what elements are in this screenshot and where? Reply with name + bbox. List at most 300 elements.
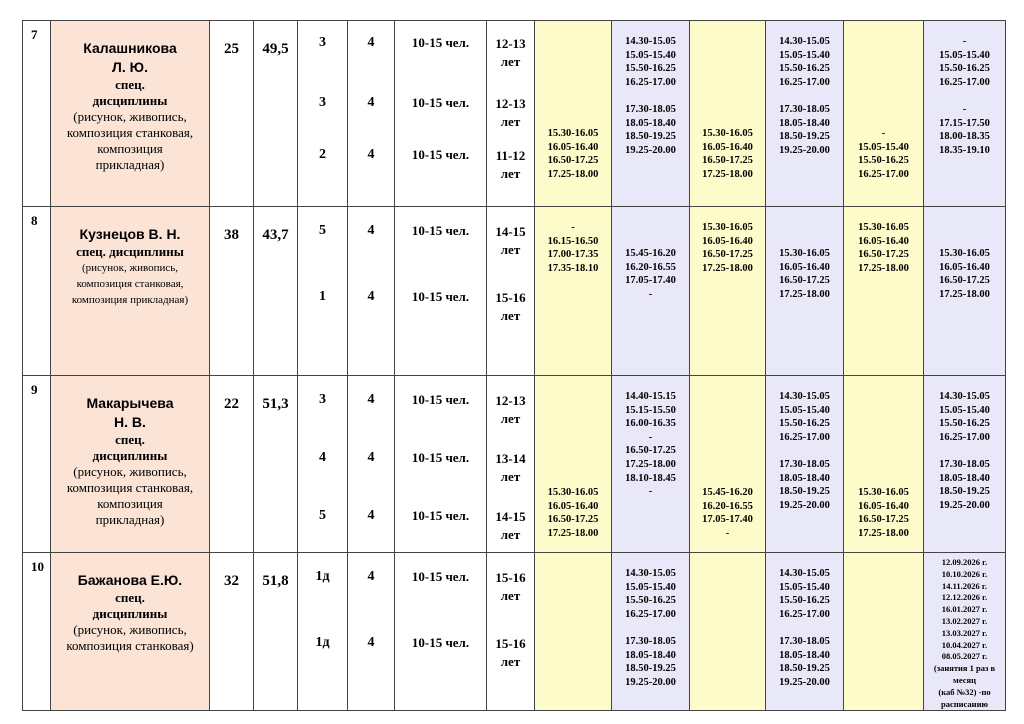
group-size: 10-15 чел. bbox=[411, 95, 470, 110]
teacher-cell bbox=[51, 21, 210, 207]
schedule-time bbox=[924, 444, 1005, 458]
schedule-time: 15.05-15.40 bbox=[625, 581, 676, 593]
group-year-cell bbox=[298, 553, 348, 711]
schedule-times bbox=[924, 21, 1005, 157]
schedule-time: 16.20-16.55 bbox=[625, 261, 676, 273]
schedule-times bbox=[924, 376, 1005, 512]
group-age-cell bbox=[487, 207, 535, 376]
schedule-time: - bbox=[648, 431, 653, 443]
schedule-times bbox=[690, 21, 765, 181]
group-age-column bbox=[487, 553, 534, 701]
hours-cell bbox=[210, 207, 254, 376]
day-6-cell bbox=[924, 553, 1006, 711]
schedule-time: 15.30-16.05 bbox=[702, 222, 753, 233]
group-count-column bbox=[348, 207, 394, 374]
group-size: 10-15 чел. bbox=[411, 35, 470, 50]
schedule-times bbox=[612, 207, 689, 301]
teacher-name-line: Макарычева bbox=[86, 395, 174, 411]
schedule-time: 17.30-18.05 bbox=[779, 103, 830, 115]
group-size: 10-15 чел. bbox=[411, 569, 470, 584]
group-size: 10-15 чел. bbox=[411, 392, 470, 407]
table-row bbox=[23, 207, 1006, 376]
group-count: 4 bbox=[367, 635, 375, 650]
row-number: 8 bbox=[31, 213, 38, 228]
schedule-time: 16.25-17.00 bbox=[858, 168, 909, 180]
schedule-time: 15.30-16.05 bbox=[939, 248, 990, 259]
teacher-name-line: Калашникова bbox=[83, 40, 177, 56]
group-age-line: лет bbox=[500, 654, 521, 669]
stage-cell bbox=[254, 553, 298, 711]
teacher-discipline-line: дисциплины bbox=[92, 93, 168, 108]
hours-value: 32 bbox=[224, 573, 239, 589]
group-year: 1д bbox=[315, 635, 330, 650]
schedule-times bbox=[535, 21, 611, 181]
schedule-time: 16.50-17.25 bbox=[625, 445, 676, 457]
day-5-cell bbox=[844, 21, 924, 207]
table-row bbox=[23, 21, 1006, 207]
group-size: 10-15 чел. bbox=[411, 223, 470, 238]
schedule-time: - bbox=[648, 288, 653, 300]
group-size-column bbox=[395, 207, 486, 374]
schedule-time: 16.01.2027 г. bbox=[941, 604, 988, 615]
group-year-column bbox=[298, 207, 347, 374]
teacher-discipline-line: спец. дисциплины bbox=[76, 244, 184, 259]
schedule-time: 17.05-17.40 bbox=[702, 514, 753, 526]
group-size-cell bbox=[395, 207, 487, 376]
schedule-time: - bbox=[962, 36, 967, 47]
group-age-column bbox=[487, 376, 534, 551]
schedule-time: 16.50-17.25 bbox=[779, 275, 830, 287]
schedule-time: 17.25-18.00 bbox=[858, 262, 909, 274]
group-year: 3 bbox=[319, 35, 326, 50]
schedule-table bbox=[22, 20, 1006, 711]
teacher-name-line: Н. В. bbox=[114, 414, 146, 430]
schedule-times bbox=[766, 21, 843, 157]
schedule-time: 12.12.2026 г. bbox=[941, 592, 988, 603]
schedule-time: 14.30-15.05 bbox=[779, 568, 830, 579]
group-year: 4 bbox=[319, 450, 326, 465]
day-2-cell bbox=[612, 207, 690, 376]
stage-cell bbox=[254, 376, 298, 553]
day-2-cell bbox=[612, 553, 690, 711]
row-number-cell bbox=[23, 376, 51, 553]
stage-value: 43,7 bbox=[262, 227, 289, 243]
day-3-cell bbox=[690, 376, 766, 553]
teacher-discipline-line: композиция станковая, bbox=[76, 278, 184, 290]
schedule-time: 15.50-16.25 bbox=[779, 418, 830, 430]
schedule-time: 17.25-18.00 bbox=[779, 288, 830, 300]
teacher-name bbox=[51, 376, 209, 432]
teacher-discipline-line: (рисунок, живопись, bbox=[73, 464, 187, 479]
group-age-line: 14-15 bbox=[495, 224, 526, 239]
day-3-cell bbox=[690, 21, 766, 207]
day-5-cell bbox=[844, 553, 924, 711]
schedule-times bbox=[535, 376, 611, 540]
teacher-discipline-line: (рисунок, живопись, bbox=[73, 622, 187, 637]
schedule-time: 18.35-19.10 bbox=[939, 144, 990, 156]
schedule-times bbox=[844, 21, 923, 181]
group-count-column bbox=[348, 376, 394, 551]
schedule-time: 16.25-17.00 bbox=[779, 76, 830, 88]
schedule-time: 15.50-16.25 bbox=[625, 595, 676, 607]
group-age-line: лет bbox=[500, 411, 521, 426]
schedule-time: 16.25-17.00 bbox=[939, 76, 990, 88]
schedule-time: 17.30-18.05 bbox=[779, 635, 830, 647]
teacher-cell bbox=[51, 376, 210, 553]
group-age-column bbox=[487, 207, 534, 374]
group-size-column bbox=[395, 376, 486, 551]
schedule-time: 15.50-16.25 bbox=[625, 63, 676, 75]
schedule-time bbox=[924, 89, 1005, 103]
table-row bbox=[23, 553, 1006, 711]
schedule-time: 10.04.2027 г. bbox=[941, 639, 988, 650]
schedule-time bbox=[766, 444, 843, 458]
day-1-cell bbox=[535, 21, 612, 207]
stage-value: 51,3 bbox=[262, 396, 289, 412]
schedule-time: 18.00-18.35 bbox=[939, 131, 990, 143]
group-age-line: лет bbox=[500, 469, 521, 484]
schedule-time: 18.50-19.25 bbox=[939, 486, 990, 498]
teacher-discipline-line: дисциплины bbox=[92, 606, 168, 621]
schedule-time: 19.25-20.00 bbox=[779, 676, 830, 688]
teacher-discipline-line: спец. bbox=[115, 432, 145, 447]
group-age-line: 15-16 bbox=[495, 290, 526, 305]
group-size-cell bbox=[395, 21, 487, 207]
day-5-cell bbox=[844, 207, 924, 376]
schedule-time: 16.50-17.25 bbox=[939, 275, 990, 287]
group-count-column bbox=[348, 553, 394, 701]
schedule-time: 16.00-16.35 bbox=[625, 418, 676, 430]
schedule-time: 15.05-15.40 bbox=[625, 49, 676, 61]
schedule-time: 18.05-18.40 bbox=[625, 649, 676, 661]
group-count: 4 bbox=[367, 392, 375, 407]
schedule-time: 08.05.2027 г. bbox=[941, 651, 988, 662]
schedule-times bbox=[690, 207, 765, 275]
schedule-time: 18.10-18.45 bbox=[625, 472, 676, 484]
schedule-time: 16.20-16.55 bbox=[702, 500, 753, 512]
group-year: 5 bbox=[319, 508, 326, 523]
hours-value: 25 bbox=[224, 41, 239, 57]
group-size-column bbox=[395, 21, 486, 205]
schedule-time: 15.30-16.05 bbox=[779, 248, 830, 259]
day-3-cell bbox=[690, 553, 766, 711]
schedule-time: 16.05-16.40 bbox=[858, 235, 909, 247]
day-4-cell bbox=[766, 207, 844, 376]
schedule-time: 15.05-15.40 bbox=[779, 581, 830, 593]
group-year: 3 bbox=[319, 392, 326, 407]
schedule-time bbox=[766, 89, 843, 103]
schedule-times bbox=[612, 376, 689, 499]
teacher-discipline-line: композиция bbox=[97, 496, 163, 511]
schedule-time: 14.30-15.05 bbox=[625, 568, 676, 579]
group-year: 1д bbox=[315, 569, 330, 584]
schedule-time: 19.25-20.00 bbox=[939, 499, 990, 511]
group-size: 10-15 чел. bbox=[411, 635, 470, 650]
schedule-time: 15.50-16.25 bbox=[858, 155, 909, 167]
stage-cell bbox=[254, 21, 298, 207]
group-count-column bbox=[348, 21, 394, 205]
group-age-line: лет bbox=[500, 166, 521, 181]
day-1-cell bbox=[535, 553, 612, 711]
row-number-cell bbox=[23, 553, 51, 711]
row-number: 10 bbox=[31, 559, 44, 574]
schedule-time: 15.05-15.40 bbox=[779, 404, 830, 416]
schedule-time: 18.05-18.40 bbox=[779, 117, 830, 129]
schedule-time: 17.35-18.10 bbox=[547, 262, 599, 274]
group-year-cell bbox=[298, 376, 348, 553]
schedule-time: 15.45-16.20 bbox=[702, 487, 753, 498]
group-count: 4 bbox=[367, 508, 375, 523]
day-4-cell bbox=[766, 553, 844, 711]
schedule-time: 17.25-18.00 bbox=[939, 288, 990, 300]
schedule-time: 18.05-18.40 bbox=[625, 117, 676, 129]
schedule-time: 18.05-18.40 bbox=[939, 472, 990, 484]
hours-value: 38 bbox=[224, 227, 239, 243]
schedule-time: 17.25-18.00 bbox=[702, 262, 753, 274]
schedule-time: 19.25-20.00 bbox=[625, 676, 676, 688]
group-size-cell bbox=[395, 376, 487, 553]
schedule-time: 15.50-16.25 bbox=[939, 418, 990, 430]
schedule-time: 12.09.2026 г. bbox=[941, 557, 988, 567]
group-count: 4 bbox=[367, 95, 375, 110]
group-year-column bbox=[298, 21, 347, 205]
schedule-time: 15.30-16.05 bbox=[702, 128, 753, 139]
schedule-times bbox=[924, 553, 1005, 710]
teacher-discipline-line: композиция станковая, bbox=[66, 125, 194, 140]
teacher-discipline-line: (рисунок, живопись, bbox=[73, 109, 187, 124]
day-1-cell bbox=[535, 376, 612, 553]
teacher-discipline-line: композиция станковая, bbox=[66, 480, 194, 495]
day-5-cell bbox=[844, 376, 924, 553]
group-size-cell bbox=[395, 553, 487, 711]
schedule-time: 14.30-15.05 bbox=[779, 391, 830, 402]
schedule-times bbox=[766, 553, 843, 689]
schedule-time: 13.02.2027 г. bbox=[941, 615, 988, 626]
schedule-time: 18.50-19.25 bbox=[779, 663, 830, 675]
teacher-discipline-line: композиция станковая) bbox=[66, 638, 194, 653]
schedule-time: 17.25-18.00 bbox=[702, 168, 753, 180]
stage-value: 49,5 bbox=[262, 41, 289, 57]
stage-value: 51,8 bbox=[262, 573, 289, 589]
table-row bbox=[23, 376, 1006, 553]
group-age-line: лет bbox=[500, 54, 521, 69]
group-age-line: 13-14 bbox=[495, 451, 526, 466]
teacher-discipline-line: композиция прикладная) bbox=[71, 294, 189, 306]
group-count-cell bbox=[348, 553, 395, 711]
group-year-cell bbox=[298, 207, 348, 376]
schedule-times bbox=[612, 553, 689, 689]
schedule-time: 19.25-20.00 bbox=[779, 144, 830, 156]
schedule-time: 15.05-15.40 bbox=[779, 49, 830, 61]
row-number: 7 bbox=[31, 27, 38, 42]
schedule-time: 17.30-18.05 bbox=[779, 458, 830, 470]
schedule-time: 17.30-18.05 bbox=[939, 458, 990, 470]
schedule-time: 13.03.2027 г. bbox=[941, 627, 988, 638]
group-age-line: лет bbox=[500, 588, 521, 603]
schedule-time: 15.50-16.25 bbox=[779, 63, 830, 75]
group-size-column bbox=[395, 553, 486, 701]
schedule-time: 17.25-18.00 bbox=[547, 527, 599, 539]
day-6-cell bbox=[924, 376, 1006, 553]
schedule-time: - bbox=[648, 486, 653, 498]
group-year-cell bbox=[298, 21, 348, 207]
schedule-times bbox=[535, 207, 611, 275]
schedule-time: месяц bbox=[953, 674, 976, 685]
schedule-time: 17.00-17.35 bbox=[547, 249, 599, 261]
day-6-cell bbox=[924, 21, 1006, 207]
schedule-time: 16.25-17.00 bbox=[939, 431, 990, 443]
group-count: 4 bbox=[367, 450, 375, 465]
schedule-time: 15.05-15.40 bbox=[939, 404, 990, 416]
schedule-time: 18.50-19.25 bbox=[625, 663, 676, 675]
group-age-line: 15-16 bbox=[495, 570, 526, 585]
teacher-cell bbox=[51, 207, 210, 376]
schedule-time: 15.50-16.25 bbox=[939, 63, 990, 75]
schedule-time: 14.30-15.05 bbox=[779, 36, 830, 47]
schedule-time: - bbox=[571, 222, 575, 233]
schedule-time: 15.05-15.40 bbox=[939, 49, 990, 61]
schedule-time: 16.50-17.25 bbox=[547, 155, 599, 167]
stage-cell bbox=[254, 207, 298, 376]
hours-cell bbox=[210, 21, 254, 207]
teacher-discipline-line: дисциплины bbox=[92, 448, 168, 463]
day-3-cell bbox=[690, 207, 766, 376]
group-year: 5 bbox=[319, 223, 326, 238]
schedule-time: 16.25-17.00 bbox=[779, 608, 830, 620]
day-1-cell bbox=[535, 207, 612, 376]
group-year: 2 bbox=[319, 147, 326, 162]
schedule-time: (каб №32) -по bbox=[938, 686, 991, 697]
schedule-time bbox=[612, 89, 689, 103]
schedule-time: 17.25-18.00 bbox=[625, 458, 676, 470]
row-number-cell bbox=[23, 21, 51, 207]
group-age-line: 15-16 bbox=[495, 636, 526, 651]
group-year-column bbox=[298, 553, 347, 701]
schedule-time: 19.25-20.00 bbox=[625, 144, 676, 156]
schedule-time: 18.05-18.40 bbox=[779, 649, 830, 661]
day-2-cell bbox=[612, 21, 690, 207]
group-age-line: лет bbox=[500, 242, 521, 257]
schedule-time: (занятия 1 раз в bbox=[933, 663, 996, 674]
teacher-discipline-line: (рисунок, живопись, bbox=[81, 262, 179, 274]
schedule-time: 15.05-15.40 bbox=[858, 141, 909, 153]
row-number: 9 bbox=[31, 382, 38, 397]
schedule-time: 17.25-18.00 bbox=[858, 527, 909, 539]
teacher-name bbox=[51, 207, 209, 244]
schedule-time: 18.50-19.25 bbox=[625, 131, 676, 143]
group-age-line: 12-13 bbox=[495, 393, 526, 408]
teacher-name-line: Бажанова Е.Ю. bbox=[77, 572, 183, 588]
schedule-time: - bbox=[725, 527, 730, 539]
schedule-time: 14.11.2026 г. bbox=[942, 580, 987, 591]
schedule-time: 16.05-16.40 bbox=[547, 141, 599, 153]
schedule-times bbox=[612, 21, 689, 157]
schedule-time bbox=[612, 621, 689, 635]
schedule-time: 15.45-16.20 bbox=[625, 248, 676, 259]
schedule-time: 10.10.2026 г. bbox=[941, 568, 988, 579]
schedule-time: - bbox=[962, 103, 967, 115]
hours-cell bbox=[210, 553, 254, 711]
schedule-time: 17.25-18.00 bbox=[547, 168, 599, 180]
teacher-name-line: Кузнецов В. Н. bbox=[79, 226, 181, 242]
day-6-cell bbox=[924, 207, 1006, 376]
group-age-line: 14-15 bbox=[495, 509, 526, 524]
group-age-line: 12-13 bbox=[495, 36, 526, 51]
day-2-cell bbox=[612, 376, 690, 553]
group-count-cell bbox=[348, 21, 395, 207]
schedule-time: - bbox=[881, 128, 886, 139]
schedule-time: 15.30-16.05 bbox=[547, 128, 599, 139]
schedule-time: 15.15-15.50 bbox=[625, 404, 676, 416]
teacher-discipline-line: спец. bbox=[115, 77, 145, 92]
schedule-time: 16.50-17.25 bbox=[702, 155, 753, 167]
group-size: 10-15 чел. bbox=[411, 289, 470, 304]
schedule-time bbox=[766, 621, 843, 635]
schedule-times bbox=[766, 376, 843, 512]
schedule-time: 15.30-16.05 bbox=[547, 487, 599, 498]
group-year: 1 bbox=[319, 289, 326, 304]
schedule-time: 18.50-19.25 bbox=[779, 486, 830, 498]
schedule-time: 16.05-16.40 bbox=[547, 500, 599, 512]
group-age-cell bbox=[487, 21, 535, 207]
schedule-times bbox=[924, 207, 1005, 301]
teacher-discipline-line: композиция bbox=[97, 141, 163, 156]
schedule-times bbox=[690, 376, 765, 540]
teacher-discipline-line: прикладная) bbox=[95, 512, 165, 527]
day-4-cell bbox=[766, 376, 844, 553]
schedule-time: 16.15-16.50 bbox=[547, 235, 599, 247]
schedule-time: 16.05-16.40 bbox=[858, 500, 909, 512]
hours-cell bbox=[210, 376, 254, 553]
teacher-cell bbox=[51, 553, 210, 711]
group-age-line: 12-13 bbox=[495, 96, 526, 111]
group-age-line: лет bbox=[500, 527, 521, 542]
group-count: 4 bbox=[367, 289, 375, 304]
schedule-time: 16.05-16.40 bbox=[702, 235, 753, 247]
schedule-time: 17.30-18.05 bbox=[625, 103, 676, 115]
group-age-line: 11-12 bbox=[495, 148, 526, 163]
group-size: 10-15 чел. bbox=[411, 147, 470, 162]
group-count: 4 bbox=[367, 35, 375, 50]
group-age-cell bbox=[487, 376, 535, 553]
schedule-time: 16.05-16.40 bbox=[702, 141, 753, 153]
group-size: 10-15 чел. bbox=[411, 450, 470, 465]
schedule-time: 17.15-17.50 bbox=[939, 117, 990, 129]
schedule-time: 16.50-17.25 bbox=[702, 249, 753, 261]
schedule-time: 15.50-16.25 bbox=[779, 595, 830, 607]
schedule-time: 16.25-17.00 bbox=[625, 608, 676, 620]
day-4-cell bbox=[766, 21, 844, 207]
group-count: 4 bbox=[367, 223, 375, 238]
schedule-time: 14.40-15.15 bbox=[625, 391, 676, 402]
schedule-time: 17.30-18.05 bbox=[625, 635, 676, 647]
group-age-line: лет bbox=[500, 114, 521, 129]
group-count: 4 bbox=[367, 147, 375, 162]
group-count: 4 bbox=[367, 569, 375, 584]
schedule-time: 16.05-16.40 bbox=[939, 261, 990, 273]
teacher-discipline-line: прикладная) bbox=[95, 157, 165, 172]
row-number-cell bbox=[23, 207, 51, 376]
schedule-time: 18.50-19.25 bbox=[779, 131, 830, 143]
teacher-name bbox=[51, 553, 209, 590]
schedule-time: 18.05-18.40 bbox=[779, 472, 830, 484]
schedule-time: расписанию bbox=[941, 698, 988, 709]
schedule-times bbox=[844, 376, 923, 540]
group-year: 3 bbox=[319, 95, 326, 110]
schedule-time: 16.25-17.00 bbox=[625, 76, 676, 88]
schedule-time: 16.25-17.00 bbox=[779, 431, 830, 443]
group-size: 10-15 чел. bbox=[411, 508, 470, 523]
